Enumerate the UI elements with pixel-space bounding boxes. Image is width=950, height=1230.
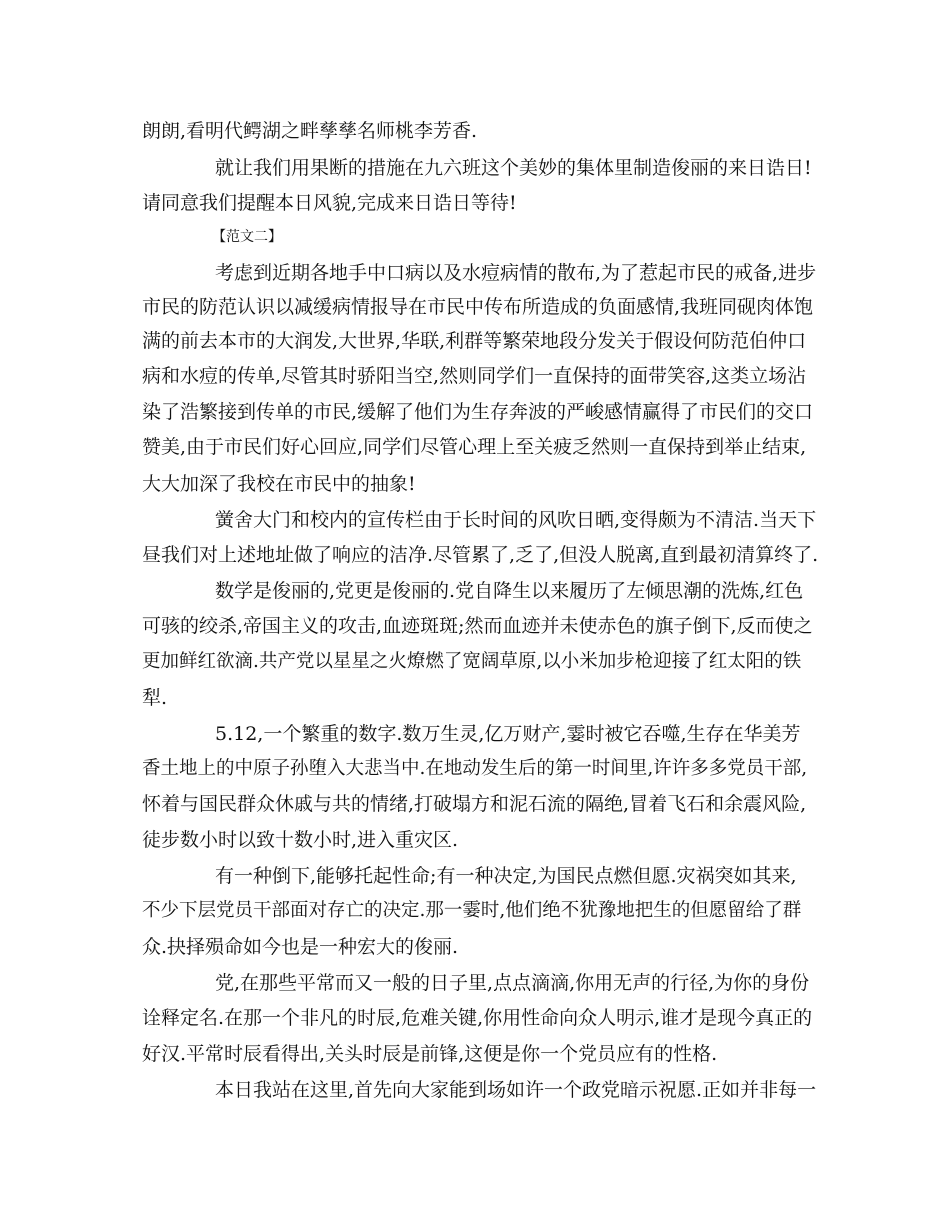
text-line: 党,在那些平常而又一般的日子里,点点滴滴,你用无声的行径,为你的身份 [215,972,810,994]
text-line: 本日我站在这里,首先向大家能到场如许一个政党暗示祝愿.正如并非每一 [215,1079,817,1101]
text-line: 市民的防范认识以减缓病情报导在市民中传布所造成的负面感情,我班同砚肉体饱 [142,296,814,318]
text-line: 好汉.平常时辰看得出,关头时辰是前锋,这便是你一个党员应有的性格. [142,1043,718,1065]
text-line: 众.抉择殒命如今也是一种宏大的俊丽. [142,936,459,958]
text-line: 犁. [142,687,168,709]
text-line: 赞美,由于市民们好心回应,同学们尽管心理上至关疲乏然则一直保持到举止结束, [142,436,807,458]
text-line: 数学是俊丽的,党更是俊丽的.党自降生以来履历了左倾思潮的洗炼,红色 [215,580,804,602]
text-line: 诠释定名.在那一个非凡的时辰,危难关键,你用性命向众人明示,谁才是现今真正的 [142,1007,813,1029]
text-line: 香土地上的中原子孙堕入大悲当中.在地动发生后的第一时间里,许许多多党员干部, [142,758,808,779]
text-line: 昼我们对上述地址做了响应的洁净.尽管累了,乏了,但没人脱离,直到最初清算终了. [142,544,819,566]
text-line: 黉舍大门和校内的宣传栏由于长时间的风吹日晒,变得颇为不清洁.当天下 [215,509,817,531]
text-line: 不少下层党员干部面对存亡的决定.那一霎时,他们绝不犹豫地把生的但愿留给了群 [142,900,802,921]
text-line: 满的前去本市的大润发,大世界,华联,利群等繁荣地段分发关于假设何防范伯仲口 [142,330,807,352]
text-line: 更加鲜红欲滴.共产党以星星之火燎燃了宽阔草原,以小米加步枪迎接了红太阳的铁 [142,651,802,672]
text-line: 徒步数小时以致十数小时,进入重灾区. [142,829,459,851]
text-line: 请同意我们提醒本日风貌,完成来日诰日等待! [142,192,517,214]
text-line: 可骇的绞杀,帝国主义的攻击,血迹斑斑;然而血迹并未使赤色的旗子倒下,反而使之 [142,615,813,637]
text-line: 有一种倒下,能够托起性命;有一种决定,为国民点燃但愿.灾祸突如其来, [215,865,797,887]
text-line: 病和水痘的传单,尽管其时骄阳当空,然则同学们一直保持的面带笑容,这类立场沾 [142,365,807,387]
text-line: 就让我们用果断的措施在九六班这个美妙的集体里制造俊丽的来日诰日! [215,157,812,179]
text-line: 染了浩繁接到传单的市民,缓解了他们为生存奔波的严峻感情赢得了市民们的交口 [142,401,814,423]
text-line: 大大加深了我校在市民中的抽象! [142,473,416,495]
section-heading: 【范文二】 [212,229,282,245]
text-line: 朗朗,看明代鳄湖之畔孳孳名师桃李芳香. [142,120,478,142]
text-line: 5.12,一个繁重的数字.数万生灵,亿万财产,霎时被它吞噬,生存在华美芳 [215,723,801,745]
text-line: 怀着与国民群众休戚与共的情绪,打破塌方和泥石流的隔绝,冒着飞石和余震风险, [142,793,807,815]
text-line: 考虑到近期各地手中口病以及水痘病情的散布,为了惹起市民的戒备,进步 [215,262,817,284]
